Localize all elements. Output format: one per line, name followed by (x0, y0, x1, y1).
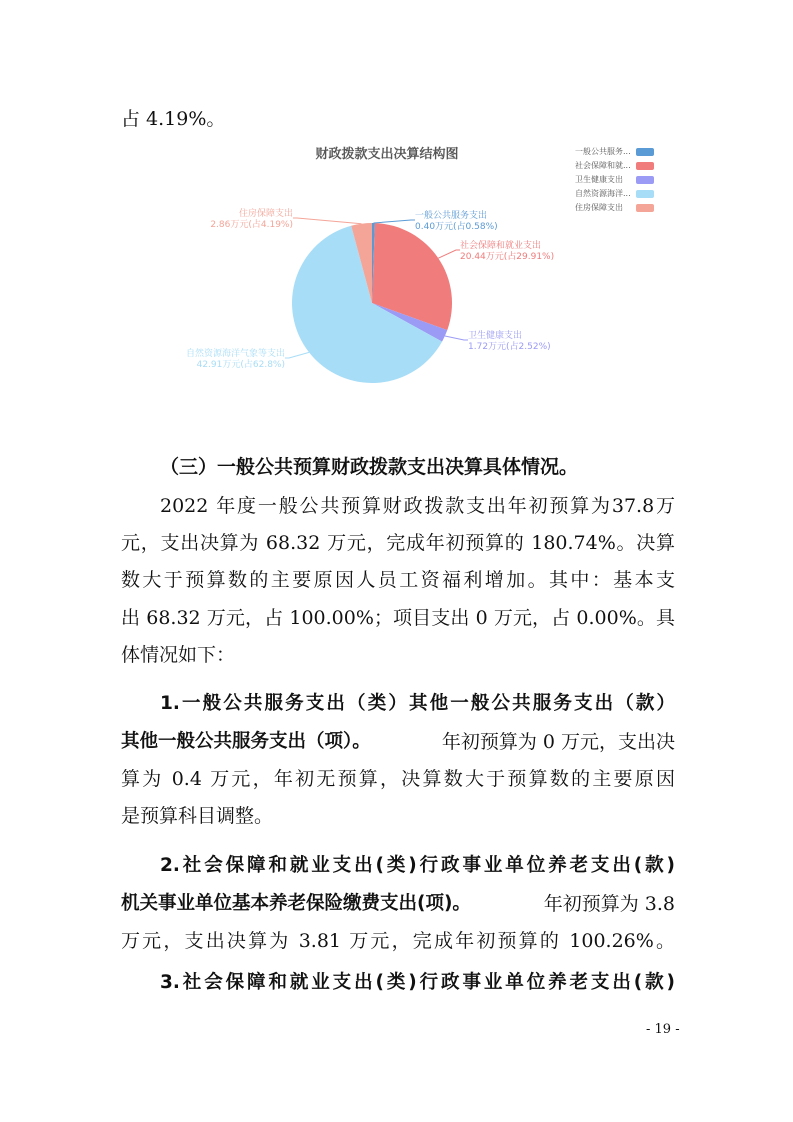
pie-label-line (373, 220, 415, 223)
pie-label-name: 住房保障支出 (238, 209, 293, 219)
legend-swatch[interactable] (636, 204, 654, 212)
item2-line3: 万元，支出决算为 3.81 万元，完成年初预算的 100.26%。 (121, 930, 675, 952)
legend-label: 住房保障支出 (575, 203, 623, 212)
section-heading: （三）一般公共预算财政拨款支出决算具体情况。 (160, 456, 579, 478)
item1-line4: 是预算科目调整。 (121, 805, 274, 827)
item1-line1: 1.一般公共服务支出（类）其他一般公共服务支出（款） (160, 693, 675, 714)
pie-label-line (285, 352, 309, 358)
top-line: 占 4.19%。 (121, 108, 226, 130)
para1-line3: 数大于预算数的主要原因人员工资福利增加。其中：基本支 (121, 569, 675, 591)
pie-label-name: 社会保障和就业支出 (460, 241, 542, 251)
item3-line1: 3.社会保障和就业支出(类)行政事业单位养老支出(款) (160, 972, 675, 993)
item1-line2 (121, 727, 675, 757)
pie-label-value: 20.44万元(占29.91%) (460, 252, 555, 262)
para1-line2: 元，支出决算为 68.32 万元，完成年初预算的 180.74%。决算 (121, 532, 675, 554)
item2-line1: 2.社会保障和就业支出(类)行政事业单位养老支出(款) (160, 855, 675, 876)
item1-line2-bold: 其他一般公共服务支出（项）。 (121, 731, 371, 752)
legend-swatch[interactable] (636, 162, 654, 170)
pie-slices (292, 223, 452, 383)
pie-chart (160, 138, 660, 388)
para1-line5: 体情况如下： (121, 644, 236, 666)
para1-line4: 出 68.32 万元，占 100.00%；项目支出 0 万元，占 0.00%。具 (121, 607, 675, 629)
pie-label-name: 自然资源海洋气象等支出 (185, 349, 285, 359)
chart-title: 财政拨款支出决算结构图 (315, 147, 459, 162)
item2-line2-rest: 年初预算为 3.8 (543, 893, 675, 915)
pie-label-name: 卫生健康支出 (468, 331, 523, 341)
legend-swatch[interactable] (636, 190, 654, 198)
legend-label: 卫生健康支出 (575, 175, 623, 184)
legend-swatch[interactable] (636, 176, 654, 184)
item2-line2 (121, 889, 675, 919)
item1-line2-rest: 年初预算为 0 万元，支出决 (441, 731, 675, 753)
chart-legend (575, 146, 654, 212)
pie-label-value: 0.40万元(占0.58%) (415, 222, 498, 232)
item2-line2-bold: 机关事业单位基本养老保险缴费支出(项)。 (121, 893, 471, 914)
legend-swatch[interactable] (636, 148, 654, 156)
pie-label-line (445, 336, 468, 340)
pie-label-value: 42.91万元(占62.8%) (196, 360, 285, 370)
para1-line1: 2022 年度一般公共预算财政拨款支出年初预算为37.8万 (160, 495, 675, 517)
legend-label: 自然资源海洋... (575, 189, 631, 198)
pie-label-value: 1.72万元(占2.52%) (468, 342, 551, 352)
pie-label-value: 2.86万元(占4.19%) (210, 220, 293, 230)
pie-label-line (293, 218, 362, 224)
page-number: - 19 - (646, 1022, 680, 1037)
legend-label: 一般公共服务... (575, 147, 631, 156)
pie-label-name: 一般公共服务支出 (415, 211, 488, 221)
item1-line3: 算为 0.4 万元，年初无预算，决算数大于预算数的主要原因 (121, 768, 675, 790)
pie-label-line (438, 250, 460, 258)
legend-label: 社会保障和就... (575, 161, 631, 170)
